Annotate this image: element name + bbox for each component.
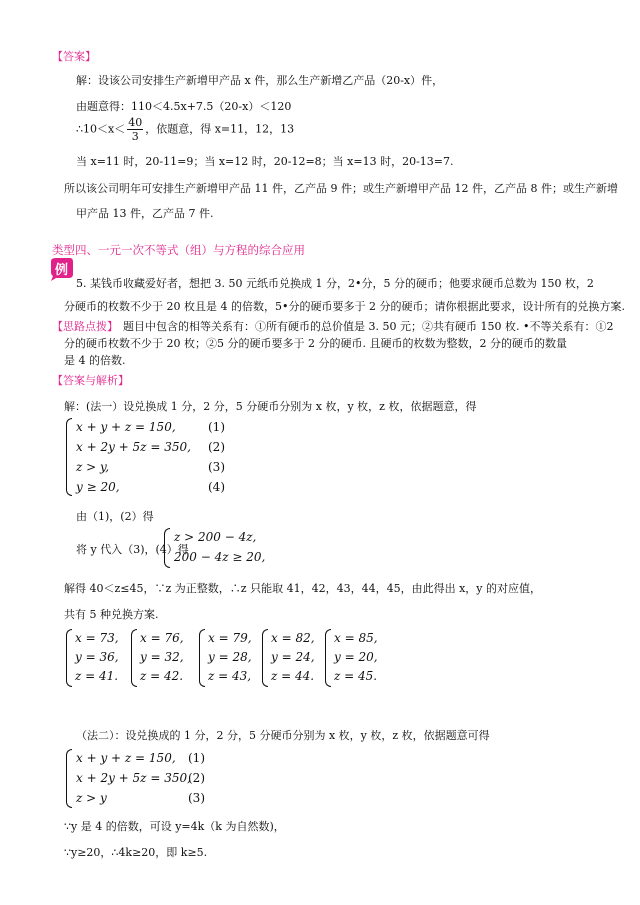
system1-eq-2: x + 2y + 5z = 350,	[76, 440, 191, 454]
system1-no-4: (4)	[208, 480, 225, 494]
plan-4-x: x = 82,	[271, 631, 315, 645]
system-brace	[199, 629, 205, 687]
plan-2-x: x = 76,	[140, 631, 184, 645]
system-brace	[325, 629, 331, 687]
solution-tag: 【答案与解析】	[52, 374, 129, 387]
answer-tag: 【答案】	[52, 50, 96, 63]
plan-4-z: z = 44.	[271, 669, 315, 683]
answer-line-2: 由题意得：110＜4.5x+7.5（20-x）＜120	[76, 100, 292, 113]
fraction-numerator: 40	[128, 116, 143, 129]
inequality-prefix: ∴10＜x＜	[76, 122, 126, 136]
system2-eq-1: z > 200 − 4z,	[174, 530, 257, 544]
plan-3-y: y = 28,	[208, 650, 252, 664]
system-brace	[262, 629, 268, 687]
system3-no-3: (3)	[188, 791, 205, 805]
example-badge	[48, 257, 74, 281]
fraction-40-3	[127, 116, 143, 143]
answer-line-6: 甲产品 13 件，乙产品 7 件.	[76, 207, 214, 220]
plan-3-z: z = 43,	[208, 669, 252, 683]
system-brace	[131, 629, 137, 687]
plan-4-y: y = 24,	[271, 650, 315, 664]
system1-no-2: (2)	[208, 440, 225, 454]
system1-eq-4: y ≥ 20,	[76, 480, 120, 494]
answer-line-4: 当 x=11 时，20-11=9；当 x=12 时，20-12=8；当 x=13 时，20-13=7.	[76, 155, 454, 168]
fraction-denominator: 3	[131, 130, 139, 143]
answer-line-5: 所以该公司明年可安排生产新增甲产品 11 件，乙产品 9 件；或生产新增甲产品 12 件，乙产品 8 件；或生产新增	[64, 182, 618, 195]
plan-1-y: y = 36,	[75, 650, 119, 664]
problem-line-2: 分硬币的枚数不少于 20 枚且是 4 的倍数，5•分的硬币要多于 2 分的硬币；请你根据此要求，设计所有的兑换方案.	[64, 300, 625, 313]
inequality-suffix: ，依题意，得 x=11，12，13	[145, 122, 295, 136]
answer-line-1: 解：设该公司安排生产新增甲产品 x 件，那么生产新增乙产品（20-x）件，	[76, 74, 444, 87]
step-2: 将 y 代入（3)，(4）得	[76, 543, 189, 556]
hint-line-2: 分的硬币枚数不少于 20 枚；②5 分的硬币要多于 2 分的硬币. 且硬币的枚数为整数，2 分的硬币的数量	[64, 337, 567, 350]
plan-5-y: y = 20,	[334, 650, 378, 664]
badge-label: 例	[55, 263, 69, 278]
plan-5-x: x = 85,	[334, 631, 378, 645]
system1-no-3: (3)	[208, 460, 225, 474]
system2-eq-2: 200 − 4z ≥ 20,	[174, 550, 266, 564]
step-5: ∵y 是 4 的倍数，可设 y=4k（k 为自然数)，	[64, 820, 285, 833]
step-4: 共有 5 种兑换方案.	[64, 608, 159, 621]
system1-eq-3: z > y,	[76, 460, 110, 474]
method2-intro: （法二）：设兑换成的 1 分，2 分，5 分硬币分别为 x 枚，y 枚，z 枚，依据题意可得	[76, 729, 490, 742]
system1-eq-1: x + y + z = 150,	[76, 420, 176, 434]
system-brace	[66, 418, 72, 496]
system-brace	[164, 528, 170, 568]
method1-intro: 解：(法一）设兑换成 1 分，2 分，5 分硬币分别为 x 枚，y 枚，z 枚，依据题意，得	[64, 400, 477, 413]
system1-no-1: (1)	[208, 420, 225, 434]
system3-no-1: (1)	[188, 751, 205, 765]
system-brace	[66, 629, 72, 687]
answer-line-3	[76, 116, 294, 143]
system-brace	[66, 749, 72, 808]
plan-1-z: z = 41.	[75, 669, 119, 683]
step-1: 由（1)，(2）得	[76, 510, 154, 523]
step-6: ∵y≥20，∴4k≥20，即 k≥5.	[64, 846, 208, 859]
plan-3-x: x = 79,	[208, 631, 252, 645]
plan-5-z: z = 45.	[334, 669, 378, 683]
system3-eq-2: x + 2y + 5z = 350,	[76, 771, 191, 785]
plan-2-y: y = 32,	[140, 650, 184, 664]
system3-eq-1: x + y + z = 150,	[76, 751, 176, 765]
system3-eq-3: z > y	[76, 791, 107, 805]
system3-no-2: (2)	[188, 771, 205, 785]
step-3: 解得 40＜z≤45，∵z 为正整数，∴z 只能取 41，42，43，44，45，由此得出 x，y 的对应值，	[64, 582, 541, 595]
plan-2-z: z = 42.	[140, 669, 184, 683]
plan-1-x: x = 73,	[75, 631, 119, 645]
section-heading: 类型四、一元一次不等式（组）与方程的综合应用	[52, 243, 305, 257]
problem-line-1: 5. 某钱币收藏爱好者，想把 3. 50 元纸币兑换成 1 分，2•分，5 分的硬币；他要求硬币总数为 150 枚，2	[76, 277, 594, 290]
hint-line-3: 是 4 的倍数.	[64, 354, 126, 367]
hint-tag: 【思路点拨】	[52, 320, 118, 333]
hint-line-1: 题目中包含的相等关系有：①所有硬币的总价值是 3. 50 元；②共有硬币 150 枚. •不等关系有：①2	[123, 320, 614, 333]
